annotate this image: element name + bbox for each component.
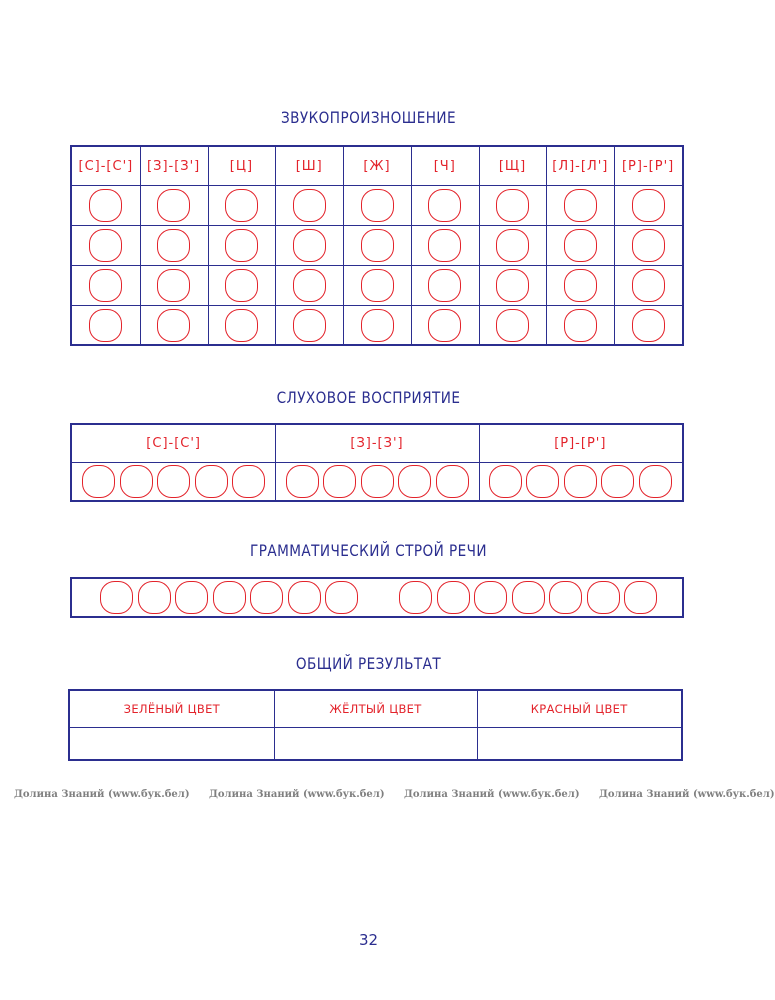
grammar-section-title: ГРАММАТИЧЕСКИЙ СТРОЙ РЕЧИ [250,541,487,560]
score-circle[interactable] [195,465,228,498]
score-circle[interactable] [496,229,529,262]
score-circle[interactable] [82,465,115,498]
column-header-sound: [Ж] [363,158,391,174]
score-circle[interactable] [632,189,665,222]
score-circle[interactable] [428,269,461,302]
score-circle[interactable] [120,465,153,498]
score-circle[interactable] [398,465,431,498]
score-circle[interactable] [361,269,394,302]
score-circle[interactable] [323,465,356,498]
column-header-hearing: [З]-[З'] [350,436,404,451]
column-header-sound: [З]-[З'] [147,158,201,174]
score-circle[interactable] [361,189,394,222]
score-circle[interactable] [225,229,258,262]
score-circle[interactable] [489,465,522,498]
column-header-sound: [С]-[С'] [78,158,134,174]
row-divider [72,185,682,186]
score-circle[interactable] [100,581,133,614]
column-header-sound: [Ц] [229,158,254,174]
score-circle[interactable] [639,465,672,498]
hearing-section-title: СЛУХОВОЕ ВОСПРИЯТИЕ [276,388,461,407]
score-circle[interactable] [496,269,529,302]
score-circle[interactable] [293,189,326,222]
score-circle[interactable] [564,309,597,342]
score-circle[interactable] [157,229,190,262]
column-header-hearing: [С]-[С'] [146,436,202,451]
score-circle[interactable] [587,581,620,614]
result-table [68,689,683,761]
result-column-label: ЗЕЛЁНЫЙ ЦВЕТ [123,702,220,716]
score-circle[interactable] [157,309,190,342]
score-circle[interactable] [138,581,171,614]
score-circle[interactable] [549,581,582,614]
watermark-text: Долина Знаний (www.бук.бел) [209,789,385,800]
row-divider [72,462,682,463]
score-circle[interactable] [293,309,326,342]
row-divider [72,305,682,306]
score-circle[interactable] [564,189,597,222]
score-circle[interactable] [564,269,597,302]
score-circle[interactable] [89,189,122,222]
score-circle[interactable] [361,309,394,342]
score-circle[interactable] [564,465,597,498]
column-header-sound: [Ч] [433,158,456,174]
grammar-table [70,577,684,618]
score-circle[interactable] [436,465,469,498]
column-header-sound: [Л]-[Л'] [552,158,609,174]
score-circle[interactable] [512,581,545,614]
score-circle[interactable] [361,465,394,498]
result-cell[interactable] [477,727,681,759]
score-circle[interactable] [632,269,665,302]
watermark-text: Долина Знаний (www.бук.бел) [599,789,775,800]
row-divider [72,265,682,266]
sound-section-title: ЗВУКОПРОИЗНОШЕНИЕ [280,108,456,127]
page-number: 32 [358,931,379,949]
score-circle[interactable] [225,269,258,302]
score-circle[interactable] [288,581,321,614]
score-circle[interactable] [526,465,559,498]
score-circle[interactable] [293,229,326,262]
watermark-text: Долина Знаний (www.бук.бел) [404,789,580,800]
score-circle[interactable] [89,229,122,262]
score-circle[interactable] [225,309,258,342]
result-column-label: КРАСНЫЙ ЦВЕТ [530,702,628,716]
score-circle[interactable] [474,581,507,614]
score-circle[interactable] [286,465,319,498]
score-circle[interactable] [624,581,657,614]
score-circle[interactable] [428,189,461,222]
score-circle[interactable] [325,581,358,614]
watermark-text: Долина Знаний (www.бук.бел) [14,789,190,800]
score-circle[interactable] [175,581,208,614]
score-circle[interactable] [601,465,634,498]
column-header-hearing: [Р]-[Р'] [554,436,607,451]
score-circle[interactable] [157,269,190,302]
hearing-table [70,423,684,502]
score-circle[interactable] [428,229,461,262]
score-circle[interactable] [293,269,326,302]
score-circle[interactable] [157,465,190,498]
column-header-sound: [Щ] [498,158,527,174]
score-circle[interactable] [496,189,529,222]
score-circle[interactable] [564,229,597,262]
score-circle[interactable] [632,309,665,342]
score-circle[interactable] [89,309,122,342]
score-circle[interactable] [496,309,529,342]
result-cell[interactable] [274,727,478,759]
result-cell[interactable] [70,727,274,759]
score-circle[interactable] [428,309,461,342]
score-circle[interactable] [250,581,283,614]
row-divider [72,225,682,226]
column-header-sound: [Р]-[Р'] [621,158,675,174]
score-circle[interactable] [399,581,432,614]
score-circle[interactable] [225,189,258,222]
score-circle[interactable] [632,229,665,262]
column-header-sound: [Ш] [295,158,323,174]
score-circle[interactable] [232,465,265,498]
score-circle[interactable] [437,581,470,614]
score-circle[interactable] [361,229,394,262]
score-circle[interactable] [89,269,122,302]
sound-table [70,145,684,346]
result-section-title: ОБЩИЙ РЕЗУЛЬТАТ [295,654,442,673]
score-circle[interactable] [213,581,246,614]
score-circle[interactable] [157,189,190,222]
result-column-label: ЖЁЛТЫЙ ЦВЕТ [329,702,422,716]
